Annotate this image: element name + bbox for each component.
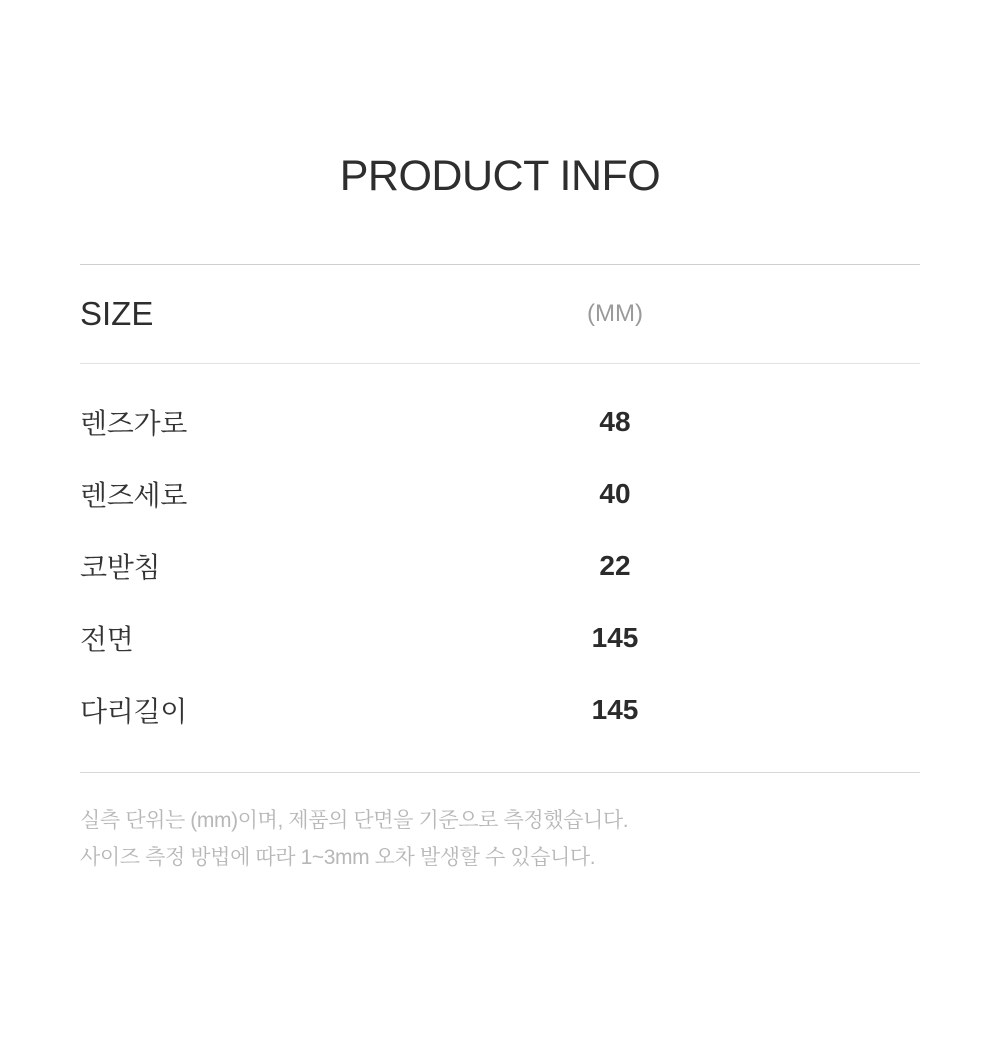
row-value: 145 [591, 694, 639, 725]
row-label: 렌즈세로 [80, 480, 187, 511]
note-line: 사이즈 측정 방법에 따라 1~3mm 오차 발생할 수 있습니다. [80, 845, 596, 869]
row-label: 전면 [80, 624, 134, 655]
page-title: PRODUCT INFO [339, 152, 661, 200]
column-header-size: SIZE [80, 295, 154, 332]
row-value: 145 [591, 622, 639, 653]
measurement-notes [80, 773, 920, 877]
row-label: 렌즈가로 [80, 408, 187, 439]
table-row [80, 458, 920, 530]
table-row [80, 530, 920, 602]
table-body [80, 364, 920, 772]
row-value: 40 [599, 478, 631, 509]
table-row [80, 386, 920, 458]
size-table [80, 198, 920, 877]
table-row [80, 602, 920, 674]
row-label: 코받침 [80, 552, 161, 583]
note-line: 실측 단위는 (mm)이며, 제품의 단면을 기준으로 측정했습니다. [80, 809, 629, 832]
row-value: 22 [599, 550, 631, 581]
row-label: 다리길이 [80, 696, 187, 727]
table-header-row [80, 265, 920, 364]
row-value: 48 [599, 406, 631, 437]
column-header-unit: (MM) [587, 300, 643, 327]
table-row [80, 674, 920, 746]
